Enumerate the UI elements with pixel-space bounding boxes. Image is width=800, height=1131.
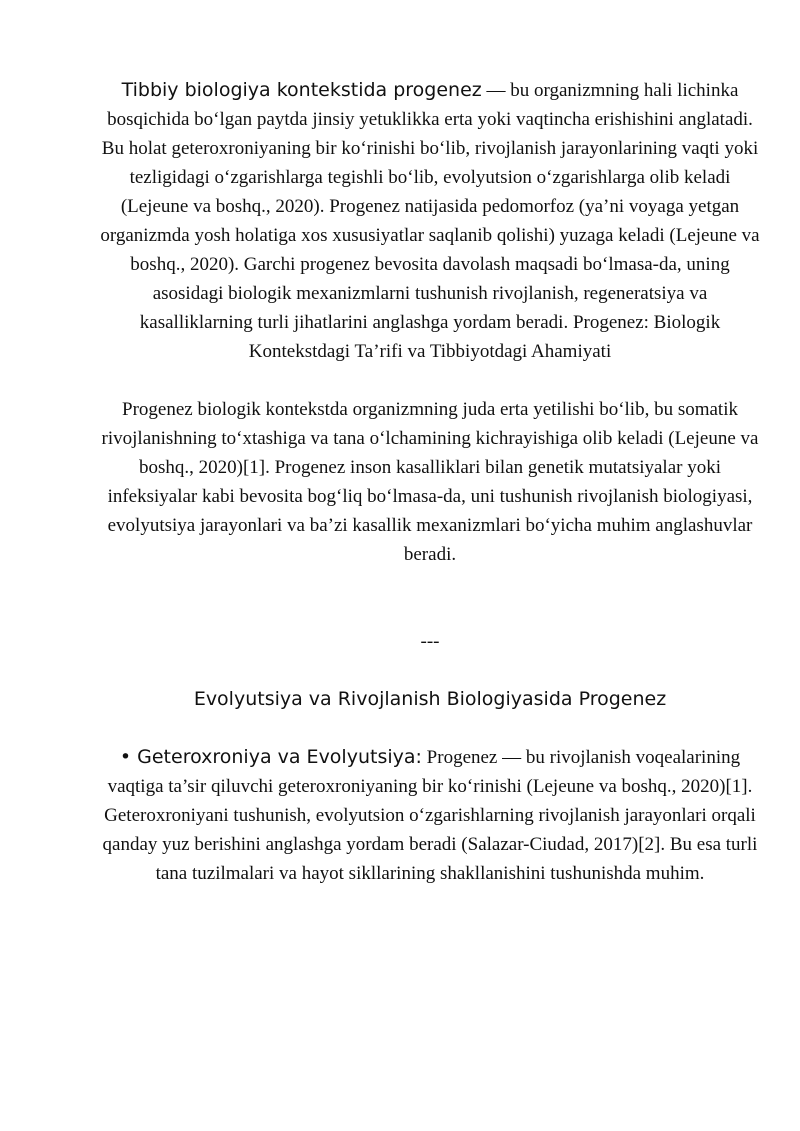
section-separator: --- [420,631,440,652]
intro-lead: Tibbiy biologiya kontekstida progenez [121,79,482,101]
paragraph-2: Progenez biologik kontekstda organizmning juda erta yetilishi bo‘lib, bu somatik rivojlanishning to‘xtashiga va tana o‘lchamining kichrayishiga olib keladi (Lejeune va boshq., 2020)[1]. Progenez inson kasalliklari bilan genetik mutatsiyalar yoki infeksiyalar kabi bevosita bog‘liq bo‘lmasa-da, uni tushunish rivojlanish biologiyasi, evolyutsiya jarayonlari va ba’zi kasallik mexanizmlari bo‘yicha muhim anglashuvlar beradi. [101,399,759,565]
bullet-paragraph [100,743,760,888]
document-page [100,76,760,888]
intro-paragraph [100,76,760,366]
bullet-lead: • Geteroxroniya va Evolyutsiya: [119,746,422,768]
bullet-text: Progenez — bu rivojlanish voqealarining vaqtiga ta’sir qiluvchi geteroxroniyaning bir ko‘rinishi (Lejeune va boshq., 2020)[1]. Geteroxroniyani tushunish, evolyutsion o‘zgarishlarning rivojlanish jarayonlari orqali qanday yuz berishini anglashga yordam beradi (Salazar-Ciudad, 2017)[2]. Bu esa turli tana tuzilmalari va hayot sikllarining shakllanishini tushunishda muhim. [102,747,758,884]
section-heading: Evolyutsiya va Rivojlanish Biologiyasida Progenez [193,688,667,710]
intro-text: — bu organizmning hali lichinka bosqichida bo‘lgan paytda jinsiy yetuklikka erta yoki vaqtincha erishishini anglatadi. Bu holat geteroxroniyaning bir ko‘rinishi bo‘lib, rivojlanish jarayonlarining vaqti yoki tezligidagi o‘zgarishlarga tegishli bo‘lib, evolyutsion o‘zgarishlarga olib keladi (Lejeune va boshq., 2020). Progenez natijasida pedomorfoz (ya’ni voyaga yetgan organizmda yosh holatiga xos xususiyatlar saqlanib qolishi) yuzaga keladi (Lejeune va boshq., 2020). Garchi progenez bevosita davolash maqsadi bo‘lmasa-da, uning asosidagi biologik mexanizmlarni tushunish rivojlanish, regeneratsiya va kasalliklarning turli jihatlarini anglashga yordam beradi. Progenez: Biologik Kontekstdagi Ta’rifi va Tibbiyotdagi Ahamiyati [100,80,760,362]
